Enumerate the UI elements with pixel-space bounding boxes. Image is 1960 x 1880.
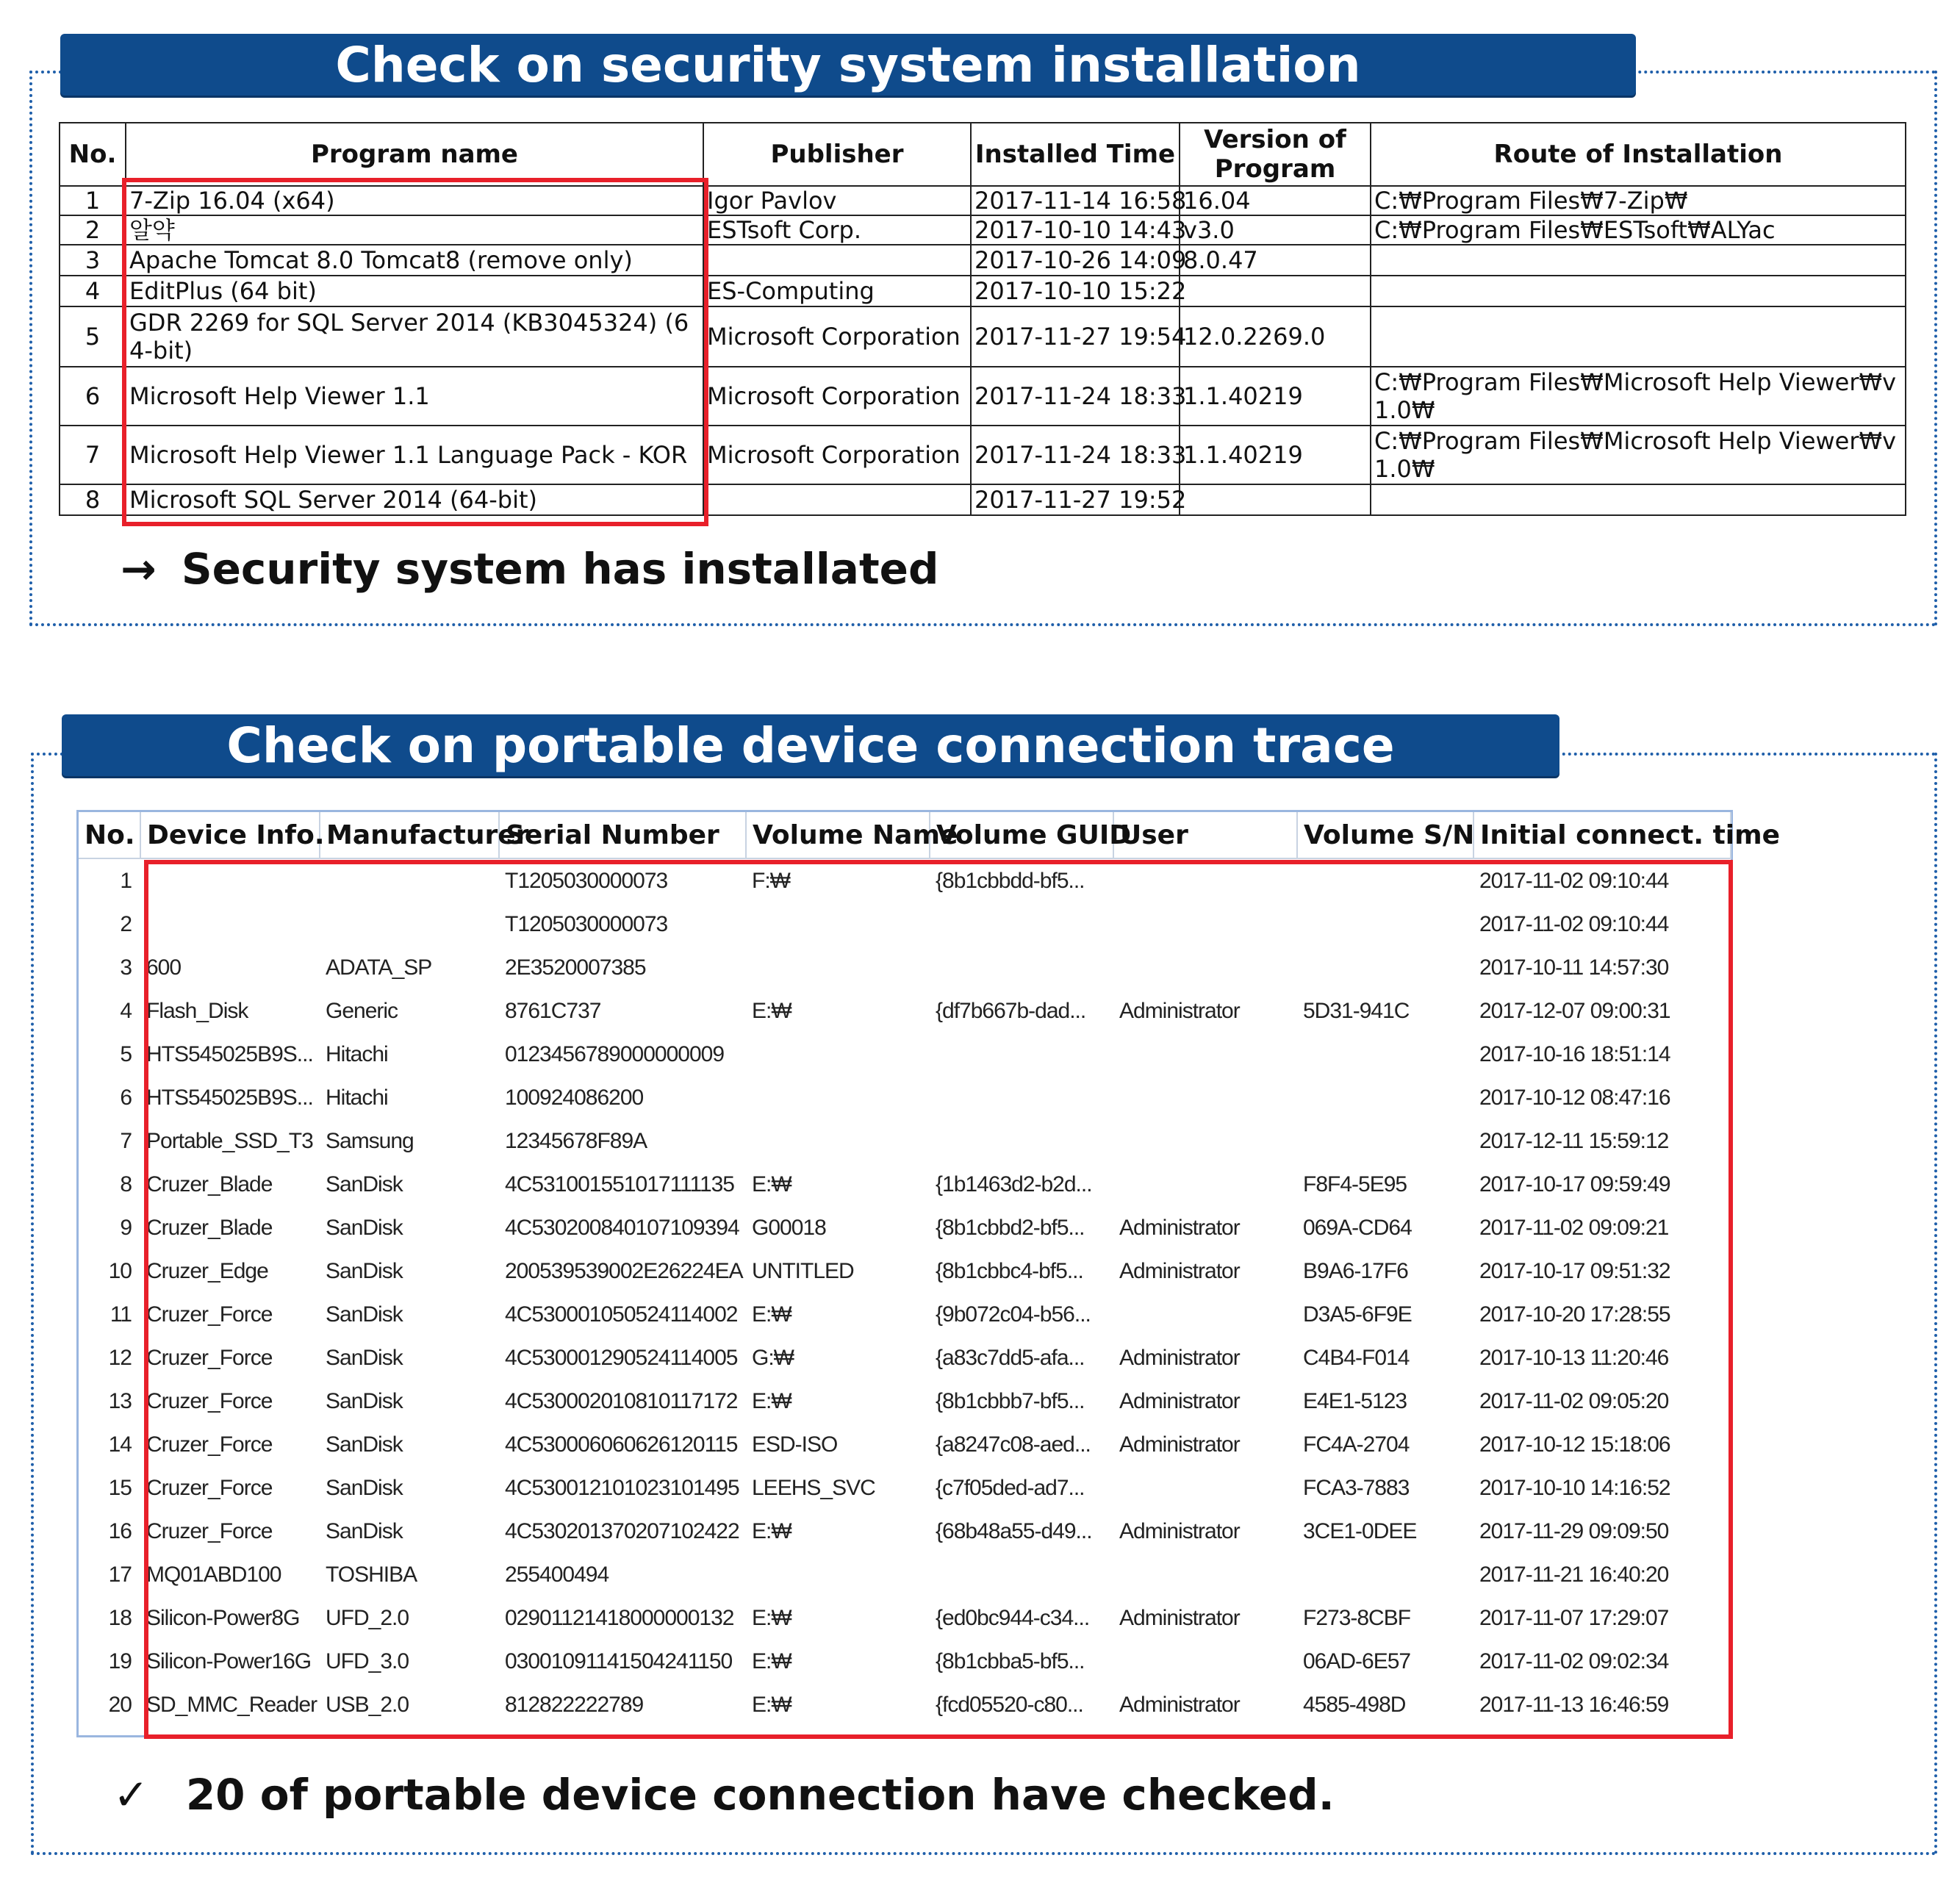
cell-no: 4	[120, 998, 132, 1023]
cell-volume-name	[746, 1033, 930, 1076]
cell-initial-connect-time: 2017-10-17 09:59:49	[1479, 1172, 1670, 1196]
cell-manufacturer: TOSHIBA	[326, 1562, 417, 1587]
cell-volume-guid: {8b1cbbc4-bf5...	[936, 1258, 1083, 1283]
installed-programs-table	[59, 122, 1906, 516]
cell-volume-guid: {ed0bc944-c34...	[936, 1605, 1090, 1630]
cell-volume-sn: FCA3-7883	[1303, 1475, 1410, 1500]
cell-volume-name	[746, 1553, 930, 1596]
cell-volume-guid: {a8247c08-aed...	[936, 1432, 1091, 1457]
cell-volume-name: E:₩	[752, 1648, 791, 1673]
cell-program-name: Apache Tomcat 8.0 Tomcat8 (remove only)	[126, 245, 703, 276]
table-row[interactable]	[79, 1553, 1731, 1596]
table-row	[60, 367, 1906, 426]
device-trace-table	[79, 812, 1781, 1726]
cell-volume-sn	[1297, 903, 1473, 946]
cell-device-info: Cruzer_Edge	[146, 1258, 268, 1283]
cell-serial-number: 100924086200	[505, 1085, 644, 1110]
cell-volume-guid	[930, 946, 1113, 989]
cell-no: 18	[108, 1605, 132, 1630]
cell-volume-guid: {1b1463d2-b2d...	[936, 1172, 1092, 1196]
cell-device-info: Silicon-Power16G	[146, 1648, 312, 1673]
table-row[interactable]	[79, 1076, 1731, 1119]
cell-manufacturer: UFD_2.0	[326, 1605, 409, 1630]
cell-volume-sn	[1297, 1076, 1473, 1119]
cell-route	[1371, 306, 1906, 367]
table-row	[60, 426, 1906, 484]
cell-manufacturer: Hitachi	[326, 1085, 388, 1110]
cell-no: 2	[120, 911, 132, 936]
cell-no: 8	[60, 484, 126, 515]
device-table-header	[79, 812, 1731, 858]
cell-user: Administrator	[1119, 1432, 1240, 1457]
cell-no: 3	[60, 245, 126, 276]
cell-program-name: EditPlus (64 bit)	[126, 276, 703, 306]
cell-device-info: Cruzer_Force	[146, 1345, 273, 1370]
section2-title: Check on portable device connection trace	[226, 717, 1395, 774]
cell-volume-sn: 06AD-6E57	[1303, 1648, 1411, 1673]
cell-volume-sn: B9A6-17F6	[1303, 1258, 1408, 1283]
cell-device-info: Cruzer_Force	[146, 1302, 273, 1327]
cell-initial-connect-time: 2017-11-29 09:09:50	[1479, 1518, 1669, 1543]
cell-volume-sn	[1297, 1119, 1473, 1163]
col-user[interactable]: User	[1113, 812, 1297, 858]
cell-user	[1113, 1466, 1297, 1510]
cell-volume-name: G:₩	[752, 1345, 794, 1370]
cell-publisher: ES-Computing	[703, 276, 971, 306]
cell-serial-number: 4C530002010810117172	[505, 1388, 738, 1413]
device-trace-window	[76, 810, 1781, 1737]
table-row[interactable]	[79, 1249, 1731, 1293]
cell-version	[1180, 276, 1371, 306]
cell-user	[1113, 858, 1297, 903]
cell-device-info: MQ01ABD100	[146, 1562, 281, 1587]
cell-serial-number: 4C530001050524114002	[505, 1302, 738, 1327]
cell-volume-sn: E4E1-5123	[1303, 1388, 1407, 1413]
cell-no: 12	[108, 1345, 132, 1370]
cell-serial-number: 4C530201370207102422	[505, 1518, 739, 1543]
cell-user	[1113, 1293, 1297, 1336]
table-row[interactable]	[79, 858, 1731, 903]
cell-manufacturer: USB_2.0	[326, 1692, 409, 1717]
cell-volume-name: G00018	[752, 1215, 826, 1240]
cell-no: 14	[108, 1432, 132, 1457]
cell-version: 12.0.2269.0	[1180, 306, 1371, 367]
cell-user	[1113, 1640, 1297, 1683]
cell-volume-name: F:₩	[752, 868, 790, 893]
cell-user: Administrator	[1119, 1215, 1240, 1240]
table-row[interactable]	[79, 1379, 1731, 1423]
cell-manufacturer: SanDisk	[326, 1258, 403, 1283]
cell-no: 7	[120, 1128, 132, 1153]
cell-user	[1113, 1119, 1297, 1163]
cell-program-name: GDR 2269 for SQL Server 2014 (KB3045324) (64-bit)	[126, 306, 703, 367]
cell-no: 6	[120, 1085, 132, 1110]
cell-manufacturer: SanDisk	[326, 1302, 403, 1327]
cell-version: 1.1.40219	[1180, 426, 1371, 484]
cell-manufacturer	[320, 858, 499, 903]
cell-publisher: Microsoft Corporation	[703, 306, 971, 367]
cell-installed-time: 2017-11-27 19:54	[971, 306, 1180, 367]
cell-volume-name: E:₩	[752, 1172, 791, 1196]
cell-no: 20	[108, 1692, 132, 1717]
cell-volume-name: E:₩	[752, 1388, 791, 1413]
cell-volume-name	[746, 1076, 930, 1119]
cell-initial-connect-time: 2017-10-11 14:57:30	[1479, 955, 1669, 980]
table-row[interactable]	[79, 946, 1731, 989]
cell-serial-number: 4C530200840107109394	[505, 1215, 739, 1240]
table-row[interactable]	[79, 1466, 1731, 1510]
cell-no: 1	[120, 868, 132, 893]
cell-no: 9	[120, 1215, 132, 1240]
cell-device-info: Silicon-Power8G	[146, 1605, 300, 1630]
table-row	[60, 306, 1906, 367]
cell-no: 13	[108, 1388, 132, 1413]
cell-volume-guid: {c7f05ded-ad7...	[936, 1475, 1085, 1500]
cell-device-info: SD_MMC_Reader	[146, 1692, 317, 1717]
cell-volume-sn: FC4A-2704	[1303, 1432, 1410, 1457]
cell-device-info: Cruzer_Force	[146, 1518, 273, 1543]
cell-no: 5	[60, 306, 126, 367]
cell-serial-number: 200539539002E26224EA	[505, 1258, 743, 1283]
cell-volume-name	[746, 903, 930, 946]
cell-volume-sn: 4585-498D	[1303, 1692, 1406, 1717]
table-row[interactable]	[79, 1033, 1731, 1076]
cell-volume-guid: {fcd05520-c80...	[936, 1692, 1083, 1717]
cell-initial-connect-time: 2017-10-17 09:51:32	[1479, 1258, 1670, 1283]
cell-no: 17	[108, 1562, 132, 1587]
cell-serial-number: 4C531001551017111135	[505, 1172, 734, 1196]
check-icon: ✓	[113, 1770, 149, 1820]
col-route: Route of Installation	[1371, 123, 1906, 186]
cell-initial-connect-time: 2017-11-02 09:05:20	[1479, 1388, 1669, 1413]
col-serial-number[interactable]: Serial Number	[499, 812, 746, 858]
cell-volume-sn: F273-8CBF	[1303, 1605, 1411, 1630]
cell-serial-number: 02901121418000000132	[505, 1605, 734, 1630]
cell-volume-name: LEEHS_SVC	[752, 1475, 875, 1500]
cell-volume-guid: {9b072c04-b56...	[936, 1302, 1091, 1327]
col-volume-name[interactable]: Volume Name	[746, 812, 930, 858]
cell-volume-guid	[930, 1553, 1113, 1596]
col-publisher: Publisher	[703, 123, 971, 186]
cell-initial-connect-time: 2017-10-12 08:47:16	[1479, 1085, 1670, 1110]
cell-initial-connect-time: 2017-11-13 16:46:59	[1479, 1692, 1669, 1717]
cell-route	[1371, 245, 1906, 276]
cell-version: 16.04	[1180, 186, 1371, 215]
table-row[interactable]	[79, 1683, 1731, 1726]
cell-serial-number: 0123456789000000009	[505, 1041, 725, 1066]
table-row[interactable]	[79, 989, 1731, 1033]
cell-user: Administrator	[1119, 1258, 1240, 1283]
section2-conclusion-text: 20 of portable device connection have checked.	[185, 1770, 1335, 1820]
col-device-info[interactable]: Device Info.	[140, 812, 320, 858]
cell-volume-guid	[930, 1033, 1113, 1076]
cell-publisher: Microsoft Corporation	[703, 426, 971, 484]
cell-volume-name: UNTITLED	[752, 1258, 854, 1283]
cell-user	[1113, 1163, 1297, 1206]
cell-manufacturer: SanDisk	[326, 1345, 403, 1370]
cell-installed-time: 2017-10-10 15:22	[971, 276, 1180, 306]
cell-serial-number: T1205030000073	[505, 911, 668, 936]
cell-no: 11	[110, 1302, 132, 1327]
cell-volume-sn: C4B4-F014	[1303, 1345, 1410, 1370]
cell-volume-guid	[930, 903, 1113, 946]
table-row	[60, 186, 1906, 215]
cell-route: C:₩Program Files₩Microsoft Help Viewer₩v1.0₩	[1371, 426, 1906, 484]
cell-device-info: Cruzer_Blade	[146, 1215, 273, 1240]
cell-version: v3.0	[1180, 215, 1371, 245]
table-row[interactable]	[79, 1336, 1731, 1379]
cell-manufacturer: SanDisk	[326, 1475, 403, 1500]
cell-user	[1113, 1553, 1297, 1596]
cell-no: 10	[108, 1258, 132, 1283]
cell-user	[1113, 1033, 1297, 1076]
cell-volume-sn	[1297, 946, 1473, 989]
cell-initial-connect-time: 2017-11-02 09:02:34	[1479, 1648, 1669, 1673]
cell-user	[1113, 1076, 1297, 1119]
cell-volume-sn	[1297, 858, 1473, 903]
cell-user: Administrator	[1119, 1388, 1240, 1413]
cell-volume-name	[746, 1119, 930, 1163]
cell-volume-guid: {68b48a55-d49...	[936, 1518, 1092, 1543]
cell-initial-connect-time: 2017-10-13 11:20:46	[1479, 1345, 1669, 1370]
cell-serial-number: 4C530001290524114005	[505, 1345, 738, 1370]
cell-serial-number: 03001091141504241150	[505, 1648, 733, 1673]
table-row[interactable]	[79, 1293, 1731, 1336]
cell-no: 15	[108, 1475, 132, 1500]
cell-manufacturer: Hitachi	[326, 1041, 388, 1066]
cell-user: Administrator	[1119, 1692, 1240, 1717]
cell-version: 1.1.40219	[1180, 367, 1371, 426]
section1-conclusion-text: Security system has installated	[181, 544, 939, 594]
cell-initial-connect-time: 2017-10-20 17:28:55	[1479, 1302, 1670, 1327]
col-volume-guid[interactable]: Volume GUID	[930, 812, 1113, 858]
col-volume-sn[interactable]: Volume S/N	[1297, 812, 1473, 858]
cell-serial-number: 255400494	[505, 1562, 609, 1587]
cell-publisher	[703, 245, 971, 276]
cell-program-name: Microsoft SQL Server 2014 (64-bit)	[126, 484, 703, 515]
cell-device-info: HTS545025B9S...	[146, 1085, 313, 1110]
cell-publisher: Igor Pavlov	[703, 186, 971, 215]
cell-no: 8	[120, 1172, 132, 1196]
cell-volume-name: E:₩	[752, 1518, 791, 1543]
table-row	[60, 484, 1906, 515]
col-initial-connect-time[interactable]: Initial connect. time	[1473, 812, 1731, 858]
cell-installed-time: 2017-11-14 16:58	[971, 186, 1180, 215]
table-row	[60, 245, 1906, 276]
cell-no: 5	[120, 1041, 132, 1066]
cell-installed-time: 2017-10-10 14:43	[971, 215, 1180, 245]
cell-manufacturer: UFD_3.0	[326, 1648, 409, 1673]
cell-manufacturer: ADATA_SP	[326, 955, 432, 980]
cell-initial-connect-time: 2017-11-02 09:09:21	[1479, 1215, 1669, 1240]
cell-initial-connect-time: 2017-10-10 14:16:52	[1479, 1475, 1670, 1500]
table-row[interactable]	[79, 903, 1731, 946]
cell-device-info: 600	[146, 955, 182, 980]
cell-program-name: 알약	[126, 215, 703, 245]
cell-initial-connect-time: 2017-12-11 15:59:12	[1479, 1128, 1669, 1153]
cell-installed-time: 2017-11-24 18:33	[971, 426, 1180, 484]
cell-volume-guid: {a83c7dd5-afa...	[936, 1345, 1085, 1370]
cell-route	[1371, 484, 1906, 515]
cell-manufacturer: SanDisk	[326, 1215, 403, 1240]
cell-no: 4	[60, 276, 126, 306]
cell-serial-number: 4C530012101023101495	[505, 1475, 739, 1500]
cell-volume-name: ESD-ISO	[752, 1432, 838, 1457]
col-manufacturer[interactable]: Manufacturer	[320, 812, 499, 858]
section2-conclusion	[113, 1770, 1335, 1820]
cell-volume-name: E:₩	[752, 1302, 791, 1327]
cell-serial-number: 4C530006060626120115	[505, 1432, 738, 1457]
cell-volume-sn: 3CE1-0DEE	[1303, 1518, 1417, 1543]
table-row[interactable]	[79, 1119, 1731, 1163]
cell-route	[1371, 276, 1906, 306]
cell-user: Administrator	[1119, 998, 1240, 1023]
cell-manufacturer	[320, 903, 499, 946]
cell-user	[1113, 946, 1297, 989]
cell-installed-time: 2017-10-26 14:09	[971, 245, 1180, 276]
table-row	[60, 276, 1906, 306]
cell-volume-name: E:₩	[752, 1605, 791, 1630]
cell-route: C:₩Program Files₩7-Zip₩	[1371, 186, 1906, 215]
cell-device-info	[140, 858, 320, 903]
cell-no: 19	[108, 1648, 132, 1673]
table-row	[60, 215, 1906, 245]
arrow-right-icon: →	[121, 544, 157, 594]
cell-user	[1113, 903, 1297, 946]
cell-serial-number: 2E3520007385	[505, 955, 646, 980]
cell-publisher	[703, 484, 971, 515]
col-no: No.	[60, 123, 126, 186]
cell-no: 6	[60, 367, 126, 426]
cell-program-name: Microsoft Help Viewer 1.1	[126, 367, 703, 426]
cell-volume-sn: 5D31-941C	[1303, 998, 1410, 1023]
cell-manufacturer: SanDisk	[326, 1172, 403, 1196]
cell-device-info: HTS545025B9S...	[146, 1041, 313, 1066]
cell-volume-guid: {8b1cbbd2-bf5...	[936, 1215, 1085, 1240]
cell-volume-sn: D3A5-6F9E	[1303, 1302, 1412, 1327]
cell-serial-number: 8761C737	[505, 998, 601, 1023]
cell-device-info: Cruzer_Force	[146, 1388, 273, 1413]
cell-volume-name	[746, 946, 930, 989]
cell-publisher: Microsoft Corporation	[703, 367, 971, 426]
table-row[interactable]	[79, 1510, 1731, 1553]
cell-initial-connect-time: 2017-11-07 17:29:07	[1479, 1605, 1669, 1630]
cell-device-info: Cruzer_Force	[146, 1432, 273, 1457]
cell-volume-sn: F8F4-5E95	[1303, 1172, 1407, 1196]
section1-conclusion	[121, 544, 939, 594]
cell-serial-number: T1205030000073	[505, 868, 668, 893]
table-row[interactable]	[79, 1206, 1731, 1249]
cell-initial-connect-time: 2017-11-02 09:10:44	[1479, 911, 1669, 936]
cell-device-info: Cruzer_Blade	[146, 1172, 273, 1196]
cell-version	[1180, 484, 1371, 515]
cell-program-name: 7-Zip 16.04 (x64)	[126, 186, 703, 215]
cell-device-info: Cruzer_Force	[146, 1475, 273, 1500]
cell-initial-connect-time: 2017-12-07 09:00:31	[1479, 998, 1670, 1023]
table-row[interactable]	[79, 1163, 1731, 1206]
cell-initial-connect-time: 2017-11-21 16:40:20	[1479, 1562, 1669, 1587]
table-row[interactable]	[79, 1640, 1731, 1683]
cell-route: C:₩Program Files₩ESTsoft₩ALYac	[1371, 215, 1906, 245]
cell-version: 8.0.47	[1180, 245, 1371, 276]
cell-device-info	[140, 903, 320, 946]
col-version: Version of Program	[1180, 123, 1371, 186]
cell-serial-number: 812822222789	[505, 1692, 644, 1717]
cell-initial-connect-time: 2017-10-16 18:51:14	[1479, 1041, 1670, 1066]
table-header-row	[60, 123, 1906, 186]
cell-volume-sn: 069A-CD64	[1303, 1215, 1412, 1240]
cell-volume-guid: {8b1cbbdd-bf5...	[936, 868, 1085, 893]
cell-no: 1	[60, 186, 126, 215]
cell-no: 16	[108, 1518, 132, 1543]
section1-title-bar	[60, 34, 1636, 96]
table-row[interactable]	[79, 1423, 1731, 1466]
cell-user: Administrator	[1119, 1605, 1240, 1630]
cell-route: C:₩Program Files₩Microsoft Help Viewer₩v1.0₩	[1371, 367, 1906, 426]
cell-initial-connect-time: 2017-10-12 15:18:06	[1479, 1432, 1670, 1457]
cell-volume-guid	[930, 1076, 1113, 1119]
cell-user: Administrator	[1119, 1345, 1240, 1370]
cell-manufacturer: Generic	[326, 998, 398, 1023]
cell-manufacturer: SanDisk	[326, 1388, 403, 1413]
cell-volume-name: E:₩	[752, 998, 791, 1023]
col-no[interactable]: No.	[79, 812, 140, 858]
cell-manufacturer: SanDisk	[326, 1432, 403, 1457]
section2-title-bar	[62, 714, 1559, 776]
col-program-name: Program name	[126, 123, 703, 186]
cell-user: Administrator	[1119, 1518, 1240, 1543]
cell-no: 3	[120, 955, 132, 980]
cell-installed-time: 2017-11-27 19:52	[971, 484, 1180, 515]
cell-volume-sn	[1297, 1553, 1473, 1596]
cell-no: 7	[60, 426, 126, 484]
col-installed-time: Installed Time	[971, 123, 1180, 186]
cell-manufacturer: SanDisk	[326, 1518, 403, 1543]
cell-volume-guid: {8b1cbbb7-bf5...	[936, 1388, 1085, 1413]
cell-installed-time: 2017-11-24 18:33	[971, 367, 1180, 426]
section1-title: Check on security system installation	[335, 36, 1361, 93]
cell-volume-name: E:₩	[752, 1692, 791, 1717]
cell-volume-guid: {8b1cbba5-bf5...	[936, 1648, 1085, 1673]
cell-program-name: Microsoft Help Viewer 1.1 Language Pack - KOR	[126, 426, 703, 484]
cell-volume-sn	[1297, 1033, 1473, 1076]
cell-volume-guid: {df7b667b-dad...	[936, 998, 1086, 1023]
cell-initial-connect-time: 2017-11-02 09:10:44	[1479, 868, 1669, 893]
cell-serial-number: 12345678F89A	[505, 1128, 647, 1153]
cell-device-info: Portable_SSD_T3	[146, 1128, 313, 1153]
table-row[interactable]	[79, 1596, 1731, 1640]
cell-volume-guid	[930, 1119, 1113, 1163]
cell-no: 2	[60, 215, 126, 245]
cell-publisher: ESTsoft Corp.	[703, 215, 971, 245]
cell-device-info: Flash_Disk	[146, 998, 248, 1023]
cell-manufacturer: Samsung	[326, 1128, 414, 1153]
